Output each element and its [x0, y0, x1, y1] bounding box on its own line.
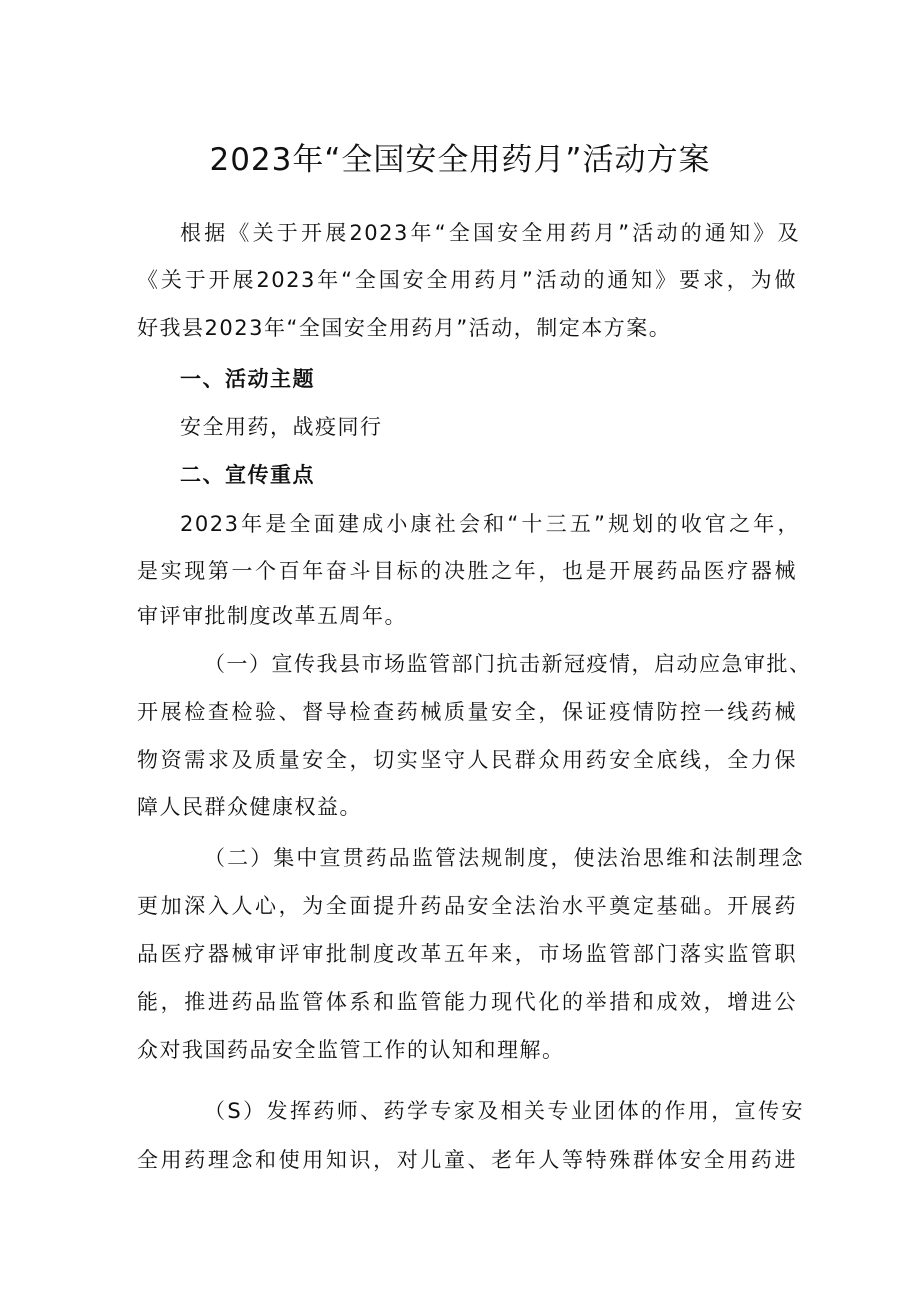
paragraph-intro-line-1: 根据《关于开展2023年“全国安全用药月”活动的通知》及: [180, 221, 800, 245]
item-1-line-2: 开展检查检验、督导检查药械质量安全，保证疫情防控一线药械: [137, 700, 797, 724]
item-1-line-4: 障人民群众健康权益。: [137, 795, 362, 819]
section-heading-focus: 二、宣传重点: [180, 463, 315, 487]
item-2-line-2: 更加深入人心，为全面提升药品安全法治水平奠定基础。开展药: [137, 894, 797, 918]
item-1-line-3: 物资需求及质量安全，切实坚守人民群众用药安全底线，全力保: [137, 748, 797, 772]
item-3-line-1: （S）发挥药师、药学专家及相关专业团体的作用，宣传安: [204, 1099, 804, 1123]
item-3-line-2: 全用药理念和使用知识，对儿童、老年人等特殊群体安全用药进: [137, 1148, 797, 1172]
item-2-line-1: （二）集中宣贯药品监管法规制度，使法治思维和法制理念: [204, 846, 804, 870]
item-2-line-5: 众对我国药品安全监管工作的认知和理解。: [137, 1038, 565, 1062]
item-2-line-3: 品医疗器械审评审批制度改革五年来，市场监管部门落实监管职: [137, 942, 797, 966]
paragraph-focus-line-1: 2023年是全面建成小康社会和“十三五”规划的收官之年，: [180, 512, 800, 536]
paragraph-intro-line-2: 《关于开展2023年“全国安全用药月”活动的通知》要求，为做: [137, 268, 797, 292]
document-title: 2023年“全国安全用药月”活动方案: [209, 142, 711, 178]
paragraph-focus-line-2: 是实现第一个百年奋斗目标的决胜之年，也是开展药品医疗器械: [137, 559, 797, 583]
paragraph-focus-line-3: 审评审批制度改革五周年。: [137, 604, 407, 628]
item-2-line-4: 能，推进药品监管体系和监管能力现代化的举措和成效，增进公: [137, 990, 797, 1014]
theme-text: 安全用药，战疫同行: [180, 415, 383, 439]
section-heading-theme: 一、活动主题: [180, 367, 315, 391]
item-1-line-1: （一）宣传我县市场监管部门抗击新冠疫情，启动应急审批、: [204, 652, 812, 676]
paragraph-intro-line-3: 好我县2023年“全国安全用药月”活动，制定本方案。: [137, 316, 672, 340]
